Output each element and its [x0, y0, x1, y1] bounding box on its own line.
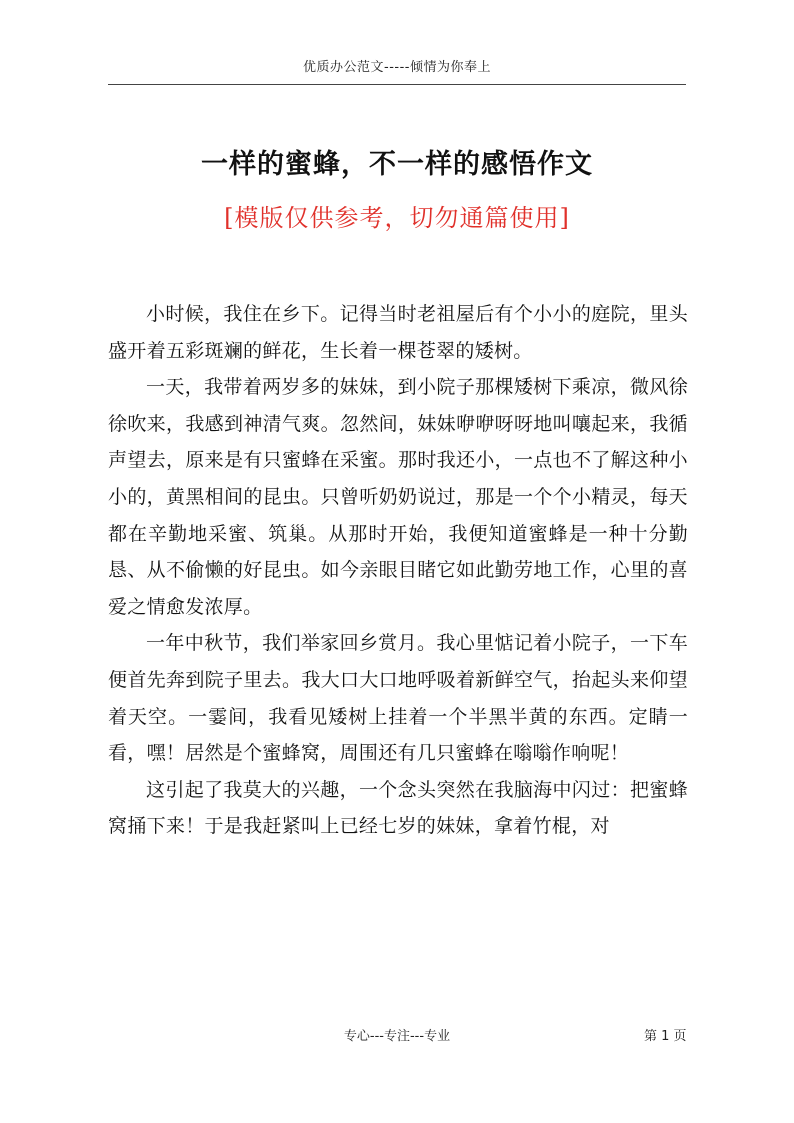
- paragraph: 一年中秋节，我们举家回乡赏月。我心里惦记着小院子，一下车便首先奔到院子里去。我大口大口地呼吸着新鲜空气，抬起头来仰望着天空。一霎间，我看见矮树上挂着一个半黑半黄的东西。定睛一看，嘿！居然是个蜜蜂窝，周围还有几只蜜蜂在嗡嗡作响呢！: [108, 632, 688, 765]
- header-divider: [108, 84, 686, 85]
- document-body: [108, 296, 688, 845]
- page-header: 优质办公范文-----倾情为你奉上: [303, 60, 491, 75]
- document-title: 一样的蜜蜂，不一样的感悟作文: [201, 149, 593, 180]
- page-footer: 专心---专注---专业: [343, 1029, 451, 1044]
- document-subtitle: [模版仅供参考，切勿通篇使用]: [224, 204, 570, 232]
- paragraph: 一天，我带着两岁多的妹妹，到小院子那棵矮树下乘凉，微风徐徐吹来，我感到神清气爽。忽然间，妹妹咿咿呀呀地叫嚷起来，我循声望去，原来是有只蜜蜂在采蜜。那时我还小，一点也不了解这种小小的，黄黑相间的昆虫。只曾听奶奶说过，那是一个个小精灵，每天都在辛勤地采蜜、筑巢。从那时开始，我便知道蜜蜂是一种十分勤恳、从不偷懒的好昆虫。如今亲眼目睹它如此勤劳地工作，心里的喜爱之情愈发浓厚。: [108, 376, 688, 618]
- paragraph: 这引起了我莫大的兴趣，一个念头突然在我脑海中闪过：把蜜蜂窝捅下来！于是我赶紧叫上已经七岁的妹妹，拿着竹棍，对: [108, 778, 688, 838]
- page-number: 第 1 页: [644, 1029, 687, 1044]
- paragraph: 小时候，我住在乡下。记得当时老祖屋后有个小小的庭院，里头盛开着五彩斑斓的鲜花，生长着一棵苍翠的矮树。: [108, 303, 688, 362]
